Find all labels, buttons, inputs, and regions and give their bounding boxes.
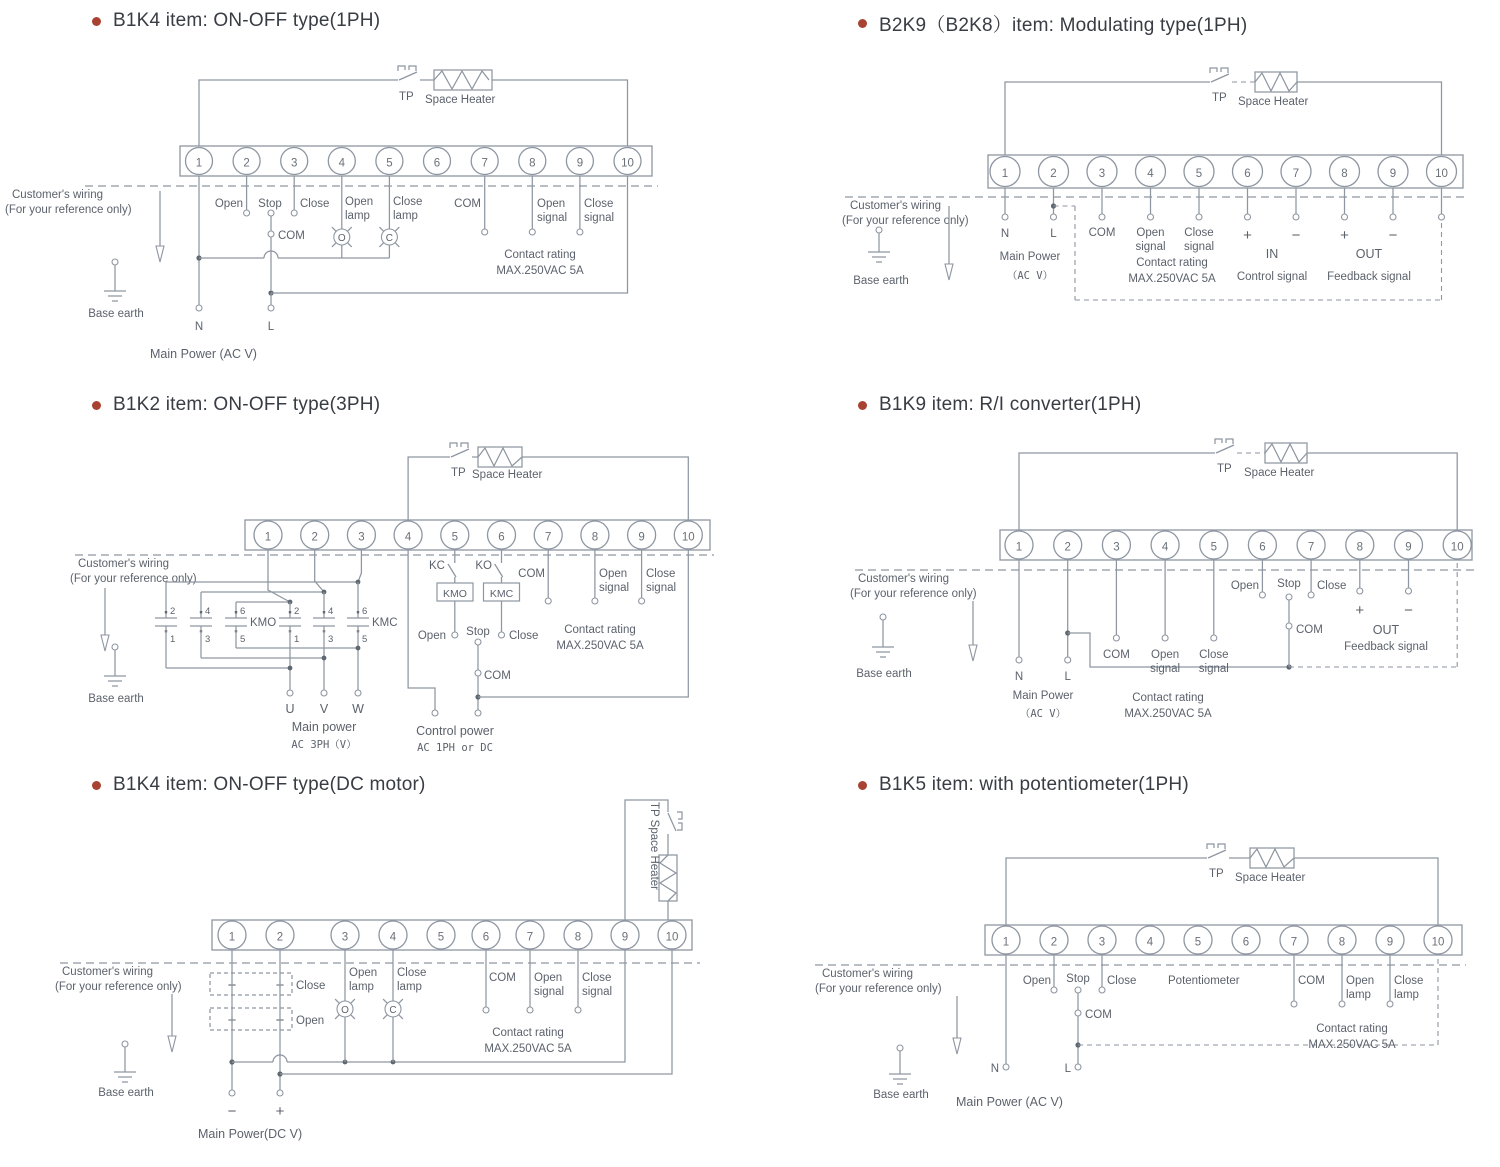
terminal-number: 1	[1002, 936, 1010, 949]
lamp-letter: O	[337, 232, 346, 244]
terminal-number: 10	[1431, 936, 1445, 949]
tp-switch-icon	[398, 66, 417, 80]
close-label: Close	[296, 980, 326, 992]
terminal-number: 4	[1147, 168, 1154, 181]
heater-circuit	[408, 443, 688, 520]
stop-label: Stop	[258, 198, 282, 210]
feedback-signal-label: Feedback signal	[1327, 271, 1411, 283]
terminal-number: 9	[1389, 168, 1397, 181]
contact-rating-value: MAX.250VAC 5A	[496, 265, 584, 277]
kmc-label: KMC	[372, 617, 398, 629]
space-heater-label: Space Heater	[1244, 467, 1315, 479]
open-signal-label: Open	[534, 972, 563, 984]
close-lamp-label: Close	[397, 967, 427, 979]
main-power-voltage: （AC V）	[1006, 270, 1054, 282]
kmc-coil-label: KMC	[489, 588, 514, 600]
heater-circuit	[1019, 439, 1457, 530]
space-heater-label: Space Heater	[472, 469, 543, 481]
terminal-strip	[1000, 530, 1472, 560]
terminal-number: 8	[1356, 541, 1364, 554]
main-power-voltage: AC 3PH（V）	[291, 739, 357, 751]
terminal-number: 1	[264, 531, 272, 544]
close-label: Close	[300, 198, 330, 210]
com-label: COM	[489, 972, 516, 984]
customers-wiring-label2: (For your reference only)	[55, 981, 182, 993]
terminal-number: 3	[1098, 168, 1106, 181]
terminal-number: 6	[1259, 541, 1266, 554]
contact-number: 3	[205, 634, 211, 645]
open-lamp-label2: lamp	[1346, 989, 1371, 1001]
space-heater-label: Space Heater	[425, 94, 496, 106]
signal-wires	[482, 176, 583, 235]
down-arrow-icon	[168, 994, 176, 1052]
out-label: OUT	[1355, 247, 1383, 261]
contact-rating-value: MAX.250VAC 5A	[1128, 273, 1216, 285]
open-signal-label: Open	[1136, 227, 1165, 239]
n-label: N	[990, 1063, 999, 1075]
contact-rating-value: MAX.250VAC 5A	[1308, 1039, 1396, 1051]
stop-label: Stop	[1066, 973, 1090, 985]
contact-number: 3	[328, 634, 334, 645]
contact-rating-value: MAX.250VAC 5A	[1124, 708, 1212, 720]
open-signal-label2: signal	[599, 582, 630, 594]
out-plus-label: +	[1340, 227, 1349, 244]
heater-circuit	[199, 66, 628, 146]
contact-number: 6	[362, 606, 368, 617]
main-power-label: Main Power	[1012, 690, 1074, 702]
base-earth-label: Base earth	[98, 1087, 154, 1099]
terminal-number: 8	[574, 931, 582, 944]
tp-switch-icon	[450, 443, 469, 457]
customers-wiring-label: Customer's wiring	[78, 558, 170, 570]
control-power-type: AC 1PH or DC	[417, 742, 493, 754]
terminal-number: 5	[451, 531, 459, 544]
terminal-number: 1	[1001, 168, 1009, 181]
close-label: Close	[1107, 975, 1137, 987]
terminal-number: 9	[576, 157, 584, 170]
n-label: N	[194, 321, 204, 333]
heater-circuit	[1005, 68, 1442, 155]
space-heater-label: Space Heater	[1238, 96, 1309, 108]
customers-wiring-label: Customer's wiring	[858, 573, 950, 585]
open-signal-label2: signal	[1150, 663, 1181, 675]
main-power-label: Main Power (AC V)	[150, 347, 257, 361]
com-label: COM	[1085, 1009, 1112, 1021]
title-text: B1K9 item: R/I converter(1PH)	[879, 394, 1142, 415]
kmo-coil-label: KMO	[443, 588, 467, 600]
open-minus-label: −	[275, 1012, 285, 1029]
open-signal-label2: signal	[537, 212, 568, 224]
diagram-b1k4-dc	[0, 760, 760, 1167]
title-text: B1K2 item: ON-OFF type(3PH)	[113, 394, 381, 415]
base-earth-icon	[868, 227, 890, 262]
base-earth-label: Base earth	[88, 308, 144, 320]
contact-rating-label: Contact rating	[1132, 692, 1204, 704]
terminal-number: 7	[1307, 541, 1315, 554]
close-signal-label: Close	[1184, 227, 1214, 239]
l-label: L	[1064, 1063, 1071, 1075]
n-label: N	[1014, 671, 1024, 683]
down-arrow-icon	[101, 588, 109, 651]
main-power-voltage: （AC V）	[1019, 708, 1067, 720]
terminal-number: 9	[638, 531, 645, 544]
diagram-b2k9	[760, 0, 1500, 385]
terminal-number: 4	[389, 931, 397, 944]
close-lamp-label: Close	[1394, 975, 1424, 987]
terminal-number: 5	[386, 157, 393, 170]
contact-number: 5	[362, 634, 368, 645]
com-label: COM	[518, 568, 545, 580]
terminal-number: 8	[529, 157, 536, 170]
close-label: Close	[509, 630, 539, 642]
space-heater-icon	[434, 70, 492, 90]
terminal-number: 3	[1113, 541, 1120, 554]
terminal-number: 4	[1161, 541, 1169, 554]
open-lamp-label: Open	[1346, 975, 1375, 987]
open-label: Open	[1022, 975, 1051, 987]
heater-circuit	[1006, 844, 1438, 925]
open-signal-label: Open	[599, 568, 628, 580]
terminal-number: 2	[1064, 541, 1071, 554]
l-label: L	[1050, 228, 1057, 240]
space-heater-icon	[659, 855, 677, 901]
close-minus-label: −	[227, 977, 237, 994]
title-text: B1K4 item: ON-OFF type(1PH)	[113, 10, 381, 31]
terminal-number: 4	[338, 157, 346, 170]
customers-wiring-label: Customer's wiring	[850, 200, 942, 212]
title-text: B2K9（B2K8）item: Modulating type(1PH)	[879, 15, 1248, 36]
minus-label: −	[227, 1103, 237, 1120]
com-label: COM	[1298, 975, 1325, 987]
com-label: COM	[1102, 649, 1130, 661]
terminal-strip	[988, 155, 1463, 188]
contact-number: 1	[294, 634, 300, 645]
main-power-label: Main Power	[999, 251, 1061, 263]
com-label: COM	[484, 670, 511, 682]
space-heater-icon	[1265, 443, 1307, 463]
terminal-number: 5	[1210, 541, 1218, 554]
com-label: COM	[454, 198, 481, 210]
minus-label: −	[1404, 602, 1413, 619]
terminal-number: 7	[1290, 936, 1298, 949]
terminal-number: 8	[1338, 936, 1346, 949]
terminal-number: 10	[1435, 168, 1448, 181]
feedback-wires	[1357, 560, 1412, 594]
terminal-wires	[1002, 188, 1445, 220]
open-label: Open	[296, 1015, 325, 1027]
tp-switch-icon	[1207, 844, 1226, 858]
stop-label: Stop	[466, 626, 490, 638]
terminal-number: 6	[1242, 936, 1250, 949]
terminal-number: 2	[1050, 168, 1057, 181]
main-power-label: Main power	[291, 720, 357, 734]
open-lamp-label: Open	[345, 196, 374, 208]
control-signal-label: Control signal	[1236, 271, 1308, 283]
open-label: Open	[214, 198, 243, 210]
com-label: COM	[1296, 624, 1323, 636]
close-lamp-label2: lamp	[1394, 989, 1419, 1001]
customers-wiring-label2: (For your reference only)	[70, 573, 197, 585]
main-power-wiring	[1016, 560, 1457, 670]
terminal-number: 10	[621, 157, 634, 170]
space-heater-icon	[1250, 848, 1294, 868]
com-label: COM	[278, 230, 305, 242]
diagram-b1k4-1ph	[0, 0, 760, 385]
terminal-strip	[985, 925, 1462, 955]
terminal-number: 4	[1146, 936, 1154, 949]
in-plus-label: +	[1243, 227, 1252, 244]
contact-rating-value: MAX.250VAC 5A	[484, 1043, 572, 1055]
in-minus-label: −	[1291, 227, 1301, 244]
u-label: U	[285, 702, 295, 716]
terminal-number: 8	[591, 531, 599, 544]
lamp-letter: C	[385, 232, 394, 244]
stop-label: Stop	[1277, 578, 1301, 590]
open-stop-close-wires	[1259, 560, 1314, 667]
close-lamp-label2: lamp	[393, 210, 418, 222]
open-lamp-label2: lamp	[349, 981, 374, 993]
feedback-signal-label: Feedback signal	[1344, 641, 1428, 653]
close-signal-label: Close	[582, 972, 612, 984]
base-earth-label: Base earth	[856, 668, 912, 680]
terminal-number: 5	[1195, 168, 1203, 181]
tp-label: TP	[1212, 92, 1227, 104]
terminal-number: 7	[481, 157, 488, 170]
terminal-number: 10	[681, 531, 695, 544]
terminal-number: 10	[1450, 541, 1464, 554]
contact-rating-label: Contact rating	[1136, 257, 1208, 269]
contact-number: 2	[294, 606, 300, 617]
terminal-number: 6	[433, 157, 441, 170]
close-plus-label: +	[275, 977, 285, 994]
in-label: IN	[1265, 247, 1279, 261]
tp-switch-icon	[668, 812, 682, 831]
close-signal-label: Close	[646, 568, 676, 580]
close-signal-label2: signal	[584, 212, 615, 224]
base-earth-label: Base earth	[88, 693, 144, 705]
space-heater-label: Space Heater	[1235, 872, 1306, 884]
signal-wires	[1113, 560, 1216, 641]
contact-rating-label: Contact rating	[1316, 1023, 1388, 1035]
terminal-number: 7	[1292, 168, 1300, 181]
close-signal-label2: signal	[646, 582, 677, 594]
terminal-number: 1	[1015, 541, 1023, 554]
contact-rating-label: Contact rating	[564, 624, 636, 636]
tp-switch-icon	[1210, 68, 1229, 82]
customers-wiring-label2: (For your reference only)	[815, 983, 942, 995]
l-label: L	[1064, 671, 1071, 683]
w-label: W	[352, 702, 364, 716]
tp-label: TP	[451, 467, 466, 479]
terminal-number: 5	[1194, 936, 1202, 949]
terminal-number: 6	[498, 531, 505, 544]
close-signal-label: Close	[1199, 649, 1229, 661]
terminal-strip	[180, 146, 652, 176]
potentiometer-label: Potentiometer	[1168, 975, 1240, 987]
terminal-number: 9	[1405, 541, 1412, 554]
contact-number: 1	[170, 634, 176, 645]
diagram-b1k5	[760, 760, 1500, 1167]
out-label: OUT	[1372, 623, 1400, 637]
terminal-number: 1	[228, 931, 236, 944]
kmo-label: KMO	[250, 617, 277, 629]
contactor-matrix	[155, 550, 398, 696]
diagram-b1k2-3ph	[0, 385, 760, 760]
n-label: N	[1000, 228, 1010, 240]
close-lamp-label2: lamp	[397, 981, 422, 993]
terminal-number: 3	[341, 931, 349, 944]
terminal-number: 3	[1098, 936, 1106, 949]
terminal-number: 2	[243, 157, 250, 170]
tp-label: TP	[1209, 868, 1224, 880]
open-label: Open	[1230, 580, 1259, 592]
terminal-number: 2	[276, 931, 284, 944]
customers-wiring-label2: (For your reference only)	[5, 204, 132, 216]
lamp-letter: O	[341, 1004, 349, 1016]
main-power-label: Main Power(DC V)	[198, 1127, 303, 1141]
base-earth-icon	[104, 644, 126, 686]
terminal-number: 7	[544, 531, 552, 544]
base-earth-icon	[872, 614, 894, 657]
terminal-strip	[212, 920, 692, 950]
terminal-number: 2	[311, 531, 318, 544]
open-signal-label: Open	[1151, 649, 1180, 661]
out-minus-label: −	[1388, 227, 1398, 244]
title-text: B1K4 item: ON-OFF type(DC motor)	[113, 774, 426, 795]
tp-label: TP	[1217, 463, 1232, 475]
base-earth-icon	[114, 1041, 136, 1082]
close-label: Close	[1317, 580, 1347, 592]
terminal-number: 4	[404, 531, 412, 544]
customers-wiring-label2: (For your reference only)	[850, 588, 977, 600]
close-signal-label: Close	[584, 198, 614, 210]
customers-wiring-label: Customer's wiring	[12, 189, 104, 201]
kc-label: KC	[429, 560, 445, 572]
main-power-label: Main Power (AC V)	[956, 1095, 1063, 1109]
terminal-number: 2	[1050, 936, 1058, 949]
contact-number: 5	[240, 634, 246, 645]
lamp-common-bus	[199, 251, 389, 258]
terminal-number: 3	[290, 157, 298, 170]
open-lamp-label: Open	[349, 967, 378, 979]
contact-rating-label: Contact rating	[504, 249, 576, 261]
terminal-number: 8	[1341, 168, 1348, 181]
space-heater-icon	[478, 447, 522, 467]
contact-number: 6	[240, 606, 246, 617]
down-arrow-icon	[156, 191, 164, 262]
contact-number: 4	[328, 606, 334, 617]
down-arrow-icon	[969, 601, 977, 661]
tp-switch-icon	[1215, 439, 1234, 453]
terminal-number: 9	[621, 931, 629, 944]
tp-label: TP	[399, 91, 414, 103]
open-signal-label: Open	[537, 198, 566, 210]
tp-space-heater-label: TP Space Heater	[648, 802, 660, 891]
open-plus-label: +	[227, 1012, 237, 1029]
close-signal-label2: signal	[1198, 663, 1229, 675]
terminal-number: 7	[526, 931, 534, 944]
close-lamp-label: Close	[393, 196, 423, 208]
l-label: L	[267, 321, 275, 333]
base-earth-label: Base earth	[873, 1089, 929, 1101]
open-signal-label2: signal	[534, 986, 565, 998]
com-label: COM	[1088, 227, 1116, 239]
customers-wiring-label: Customer's wiring	[62, 966, 154, 978]
customers-wiring-label2: (For your reference only)	[842, 215, 969, 227]
plus-label: +	[275, 1103, 285, 1120]
plus-label: +	[1355, 602, 1365, 619]
terminal-number: 1	[195, 157, 203, 170]
base-earth-label: Base earth	[853, 275, 909, 287]
terminal-number: 3	[358, 531, 365, 544]
contact-number: 4	[205, 606, 211, 617]
customers-wiring-label: Customer's wiring	[822, 968, 914, 980]
base-earth-icon	[104, 259, 126, 301]
ko-label: KO	[475, 560, 492, 572]
close-signal-label2: signal	[1183, 241, 1215, 253]
open-label: Open	[417, 630, 446, 642]
close-signal-label2: signal	[582, 986, 613, 998]
contact-number: 2	[170, 606, 176, 617]
space-heater-icon	[1255, 72, 1297, 92]
signal-wires	[545, 550, 644, 604]
terminal-number: 10	[665, 931, 679, 944]
v-label: V	[319, 702, 329, 716]
contact-rating-label: Contact rating	[492, 1027, 564, 1039]
terminal-number: 6	[1244, 168, 1251, 181]
control-power-label: Control power	[416, 724, 494, 738]
heater-circuit	[625, 800, 682, 920]
lamp-letter: C	[389, 1004, 397, 1016]
diagram-b1k9	[760, 385, 1500, 760]
terminal-number: 5	[437, 931, 445, 944]
open-signal-label2: signal	[1135, 241, 1166, 253]
down-arrow-icon	[953, 996, 961, 1054]
base-earth-icon	[889, 1045, 911, 1084]
title-text: B1K5 item: with potentiometer(1PH)	[879, 774, 1189, 795]
terminal-number: 9	[1386, 936, 1394, 949]
open-lamp-label2: lamp	[345, 210, 370, 222]
contact-rating-value: MAX.250VAC 5A	[556, 640, 644, 652]
terminal-strip	[245, 520, 710, 550]
terminal-number: 6	[482, 931, 490, 944]
